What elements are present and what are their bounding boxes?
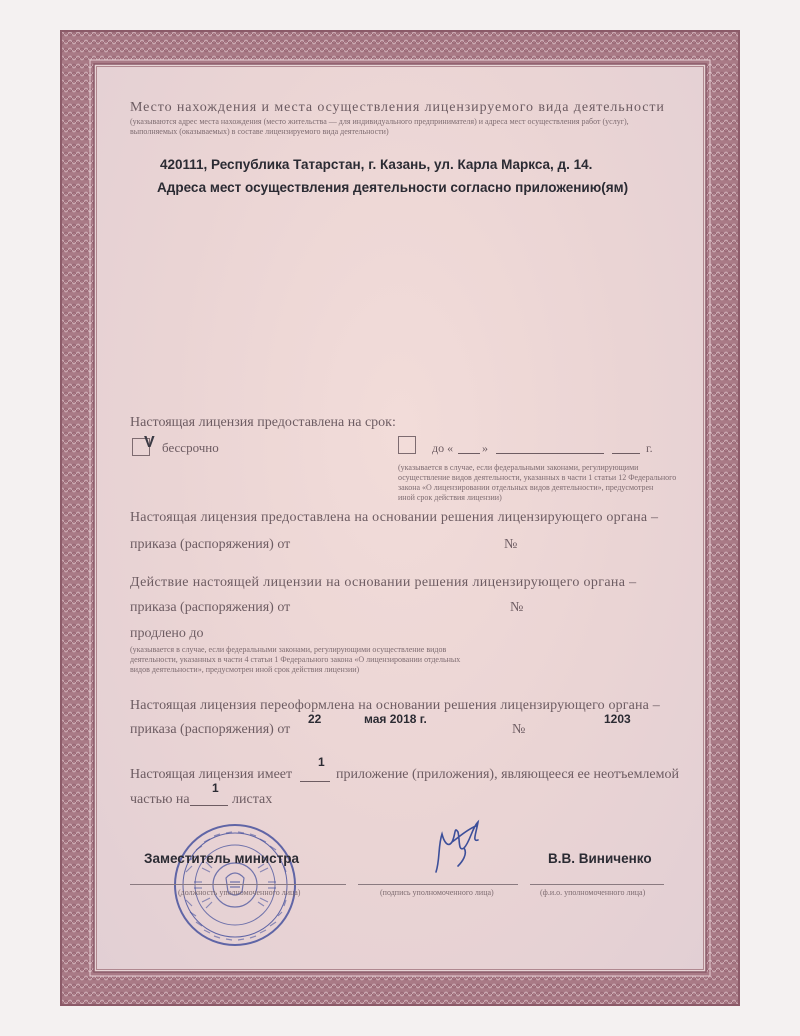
location-note-line1: (указываются адрес места нахождения (место жительства — для индивидуального предпринимателя) и адреса мест осуществления работ (услуг), xyxy=(130,117,629,126)
name-underline xyxy=(530,884,664,885)
attachments-count: 1 xyxy=(318,755,325,769)
reissued-number: 1203 xyxy=(604,712,631,726)
granted-number-sign: № xyxy=(504,537,518,552)
attachments-sheets-line xyxy=(190,805,228,806)
reissued-number-sign: № xyxy=(512,722,526,737)
signature-note: (подпись уполномоченного лица) xyxy=(380,888,494,897)
indefinite-label: бессрочно xyxy=(162,440,219,455)
extended-note-line2: деятельности, указанных в части 4 статьи 1 Федерального закона «О лицензировании отдельных xyxy=(130,655,461,664)
until-month-line xyxy=(496,453,604,454)
signer-name: В.В. Виниченко xyxy=(548,851,652,866)
term-label: Настоящая лицензия предоставлена на срок: xyxy=(130,415,396,430)
year-suffix: г. xyxy=(646,441,653,455)
attachments-line2-start: частью на xyxy=(130,792,190,807)
reissued-line1: Настоящая лицензия переоформлена на основании решения лицензирующего органа – xyxy=(130,698,660,713)
until-year-line xyxy=(612,453,640,454)
extended-number-sign: № xyxy=(510,600,524,615)
granted-line1: Настоящая лицензия предоставлена на основании решения лицензирующего органа – xyxy=(130,510,659,525)
official-seal xyxy=(172,822,301,948)
addresses-reference: Адреса мест осуществления деятельности согласно приложению(ям) xyxy=(157,180,629,195)
name-note: (ф.и.о. уполномоченного лица) xyxy=(540,888,646,897)
until-label: до « xyxy=(432,441,454,455)
position-underline xyxy=(130,884,346,885)
license-address: 420111, Республика Татарстан, г. Казань, ул. Карла Маркса, д. 14. xyxy=(160,157,593,172)
attachments-line1-start: Настоящая лицензия имеет xyxy=(130,767,293,782)
reissued-month-year: мая 2018 г. xyxy=(364,712,427,726)
until-day-line xyxy=(458,453,480,454)
location-heading: Место нахождения и места осуществления лицензируемого вида деятельности xyxy=(130,100,665,115)
until-quote-close: » xyxy=(482,441,488,455)
signer-position: Заместитель министра xyxy=(144,851,300,866)
reissued-line2: приказа (распоряжения) от xyxy=(130,722,291,737)
attachments-line2-end: листах xyxy=(232,792,273,807)
check-mark: V xyxy=(144,434,155,451)
extended-until: продлено до xyxy=(130,626,204,641)
watermark-text xyxy=(260,220,560,270)
signature-underline xyxy=(358,884,518,885)
attachments-line1-end: приложение (приложения), являющееся ее неотъемлемой xyxy=(336,767,679,782)
term-note-line4: иной срок действия лицензии) xyxy=(398,493,502,502)
attachments-count-line xyxy=(300,781,330,782)
term-note-line1: (указывается в случае, если федеральными законами, регулирующими xyxy=(398,463,639,472)
until-checkbox xyxy=(398,436,416,454)
extended-note-line3: видов деятельности», предусмотрен иной срок действия лицензии) xyxy=(130,665,360,674)
attachments-sheets: 1 xyxy=(212,781,219,795)
position-note: (должность уполномоченного лица) xyxy=(178,888,301,897)
handwritten-signature xyxy=(418,812,498,878)
location-note-line2: выполняемых (оказываемых) в составе лицензируемого вида деятельности) xyxy=(130,127,389,136)
extended-note-line1: (указывается в случае, если федеральными законами, регулирующими осуществление видов xyxy=(130,645,447,654)
granted-line2: приказа (распоряжения) от xyxy=(130,537,291,552)
term-note-line3: закона «О лицензировании отдельных видов деятельности», предусмотрен xyxy=(398,483,654,492)
reissued-day: 22 xyxy=(308,712,322,726)
term-note-line2: осуществление видов деятельности, указанных в части 1 статьи 12 Федерального xyxy=(398,473,677,482)
extended-line1: Действие настоящей лицензии на основании решения лицензирующего органа – xyxy=(130,575,637,590)
extended-line2: приказа (распоряжения) от xyxy=(130,600,291,615)
